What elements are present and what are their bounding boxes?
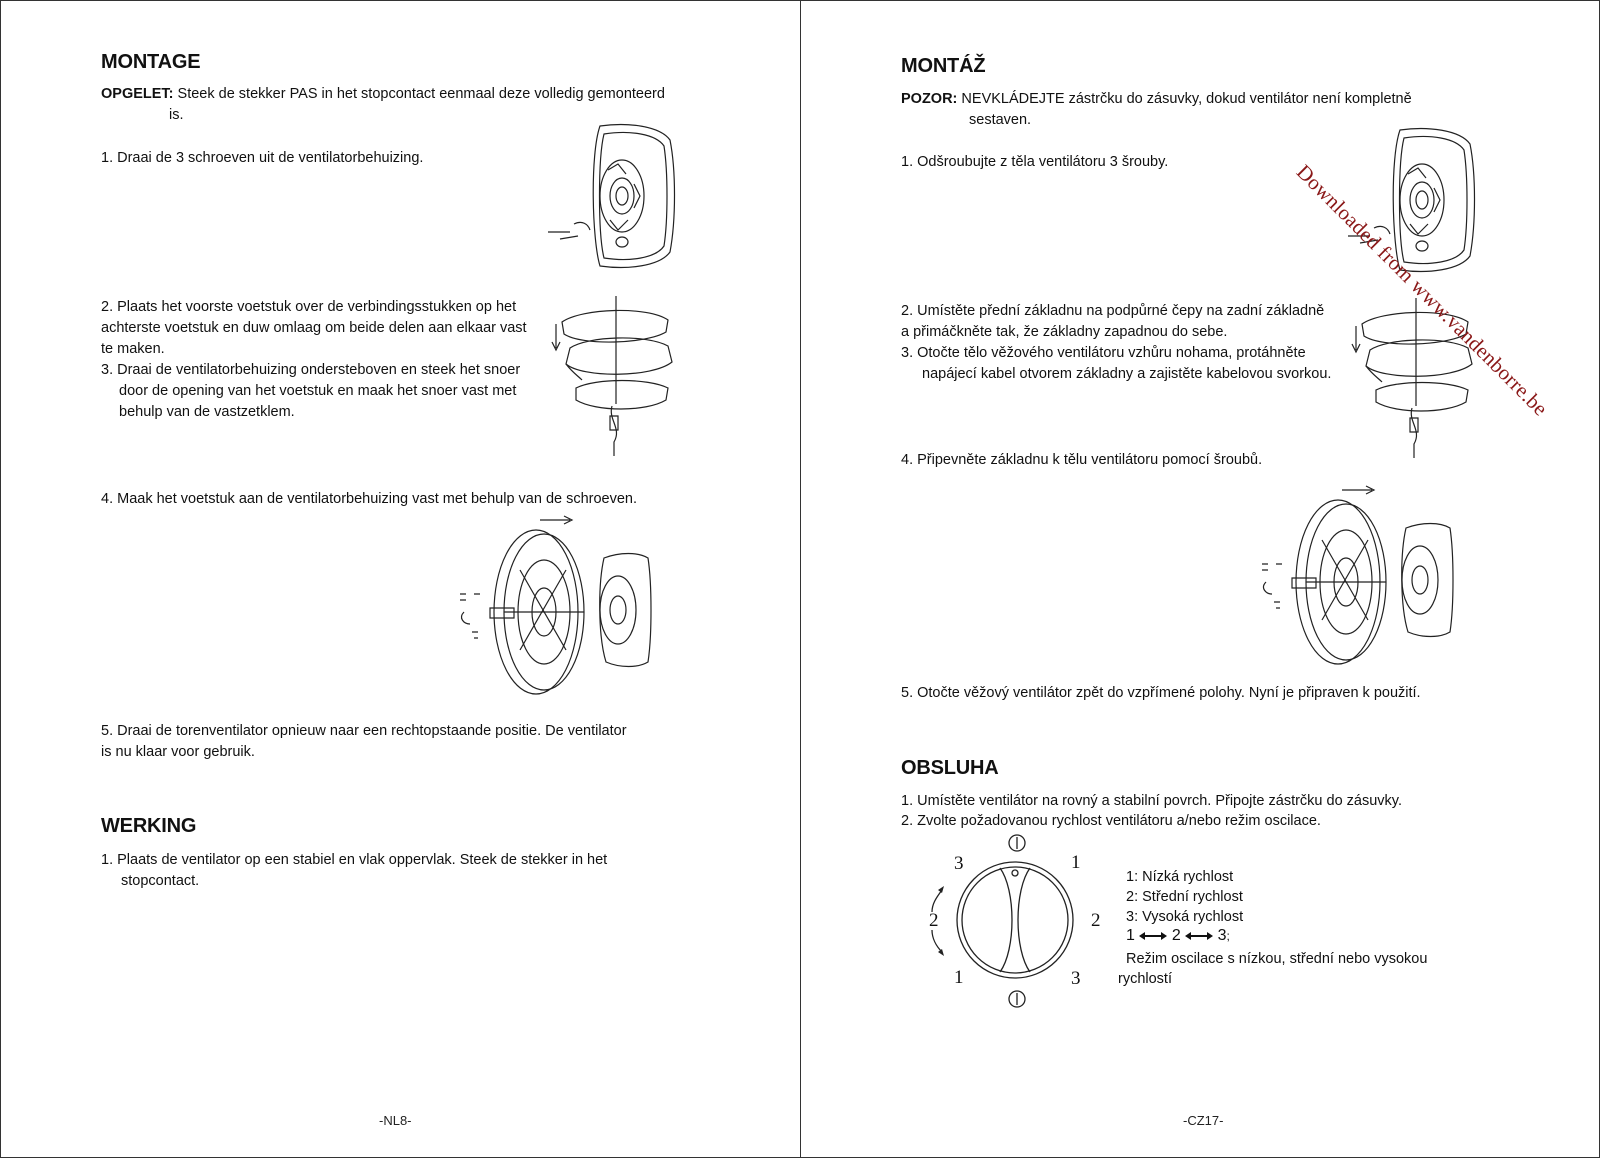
step-2-line-2: achterste voetstuk en duw omlaag om beide delen aan elkaar vast (101, 320, 527, 336)
warning-label: POZOR: (901, 91, 958, 107)
fan-housing-screws-illustration (548, 120, 678, 272)
section-title-werking: WERKING (101, 815, 197, 837)
step-4: 4. Maak het voetstuk aan de ventilatorbehuizing vast met behulp van de schroeven. (101, 491, 638, 507)
double-arrow-icon (1139, 931, 1167, 941)
legend-oscillation-line-1: Režim oscilace s nízkou, střední nebo vysokou (1126, 951, 1428, 967)
step-5-line-1: 5. Draai de torenventilator opnieuw naar een rechtopstaande positie. De ventilator (101, 723, 627, 739)
warning-line (101, 84, 665, 105)
step-1: 1. Odšroubujte z těla ventilátoru 3 šrouby. (901, 154, 1169, 170)
warning-label: OPGELET: (101, 86, 174, 102)
dial-label-left-mid: 2 (929, 910, 939, 931)
step-2-line-2: a přimáčkněte tak, že základny zapadnou do sebe. (901, 324, 1228, 340)
step-2-line-1: 2. Plaats het voorste voetstuk over de verbindingsstukken op het (101, 299, 517, 315)
page-number: -NL8- (379, 1113, 412, 1128)
step-5-line-2: is nu klaar voor gebruik. (101, 744, 255, 760)
legend-speed-3: 3: Vysoká rychlost (1126, 909, 1244, 925)
base-mounting-illustration (1262, 482, 1468, 667)
download-watermark: Downloaded from www.vandenborre.be (1291, 159, 1553, 421)
legend-oscillation-line-2: rychlostí (1118, 971, 1172, 987)
page-number: -CZ17- (1183, 1113, 1224, 1128)
operation-1-line-1: 1. Plaats de ventilator op een stabiel en vlak oppervlak. Steek de stekker in het (101, 852, 608, 868)
warning-text-cont: sestaven. (969, 112, 1032, 128)
operation-1-line-2: stopcontact. (121, 873, 200, 889)
step-2-line-1: 2. Umístěte přední základnu na podpůrné čepy na zadní základně (901, 303, 1325, 319)
step-5: 5. Otočte věžový ventilátor zpět do vzpřímené polohy. Nyní je připraven k použití. (901, 685, 1421, 701)
operation-1: 1. Umístěte ventilátor na rovný a stabilní povrch. Připojte zástrčku do zásuvky. (901, 793, 1403, 809)
step-2-line-3: te maken. (101, 341, 165, 357)
legend-oscillation-sequence (1126, 926, 1230, 946)
page-nl (0, 0, 801, 1158)
section-title-montage: MONTAGE (101, 51, 201, 73)
warning-line (901, 89, 1412, 110)
dial-label-left-top: 3 (954, 853, 964, 874)
dial-label-right-mid: 2 (1091, 910, 1101, 931)
step-3-line-2: napájecí kabel otvorem základny a zajistěte kabelovou svorkou. (922, 366, 1332, 382)
step-3-line-2: door de opening van het voetstuk en maak het snoer vast met (119, 383, 517, 399)
dial-label-left-bottom: 1 (954, 967, 964, 988)
sequence-3: 3 (1217, 927, 1227, 944)
section-title-montaz: MONTÁŽ (901, 55, 986, 77)
legend-speed-2: 2: Střední rychlost (1126, 889, 1243, 905)
operation-2: 2. Zvolte požadovanou rychlost ventilátoru a/nebo režim oscilace. (901, 813, 1321, 829)
sequence-1: 1 (1126, 927, 1135, 944)
warning-text: NEVKLÁDEJTE zástrčku do zásuvky, dokud ventilátor není kompletně (961, 91, 1412, 107)
sequence-tail: ; (1226, 929, 1230, 943)
base-assembly-illustration (552, 296, 680, 458)
step-3-line-3: behulp van de vastzetklem. (119, 404, 295, 420)
step-3-line-1: 3. Otočte tělo věžového ventilátoru vzhůru nohama, protáhněte (901, 345, 1306, 361)
base-mounting-illustration (460, 512, 666, 697)
warning-text-cont: is. (169, 107, 184, 123)
step-1: 1. Draai de 3 schroeven uit de ventilatorbehuizing. (101, 150, 424, 166)
step-3-line-1: 3. Draai de ventilatorbehuizing ondersteboven en steek het snoer (101, 362, 521, 378)
legend-speed-1: 1: Nízká rychlost (1126, 869, 1234, 885)
dial-label-right-bottom: 3 (1071, 968, 1081, 989)
dial-label-right-top: 1 (1071, 852, 1081, 873)
section-title-obsluha: OBSLUHA (901, 757, 999, 779)
warning-text: Steek de stekker PAS in het stopcontact eenmaal deze volledig gemonteerd (177, 86, 665, 102)
step-4: 4. Připevněte základnu k tělu ventilátoru pomocí šroubů. (901, 452, 1263, 468)
sequence-2: 2 (1171, 927, 1181, 944)
double-arrow-icon (1185, 931, 1213, 941)
